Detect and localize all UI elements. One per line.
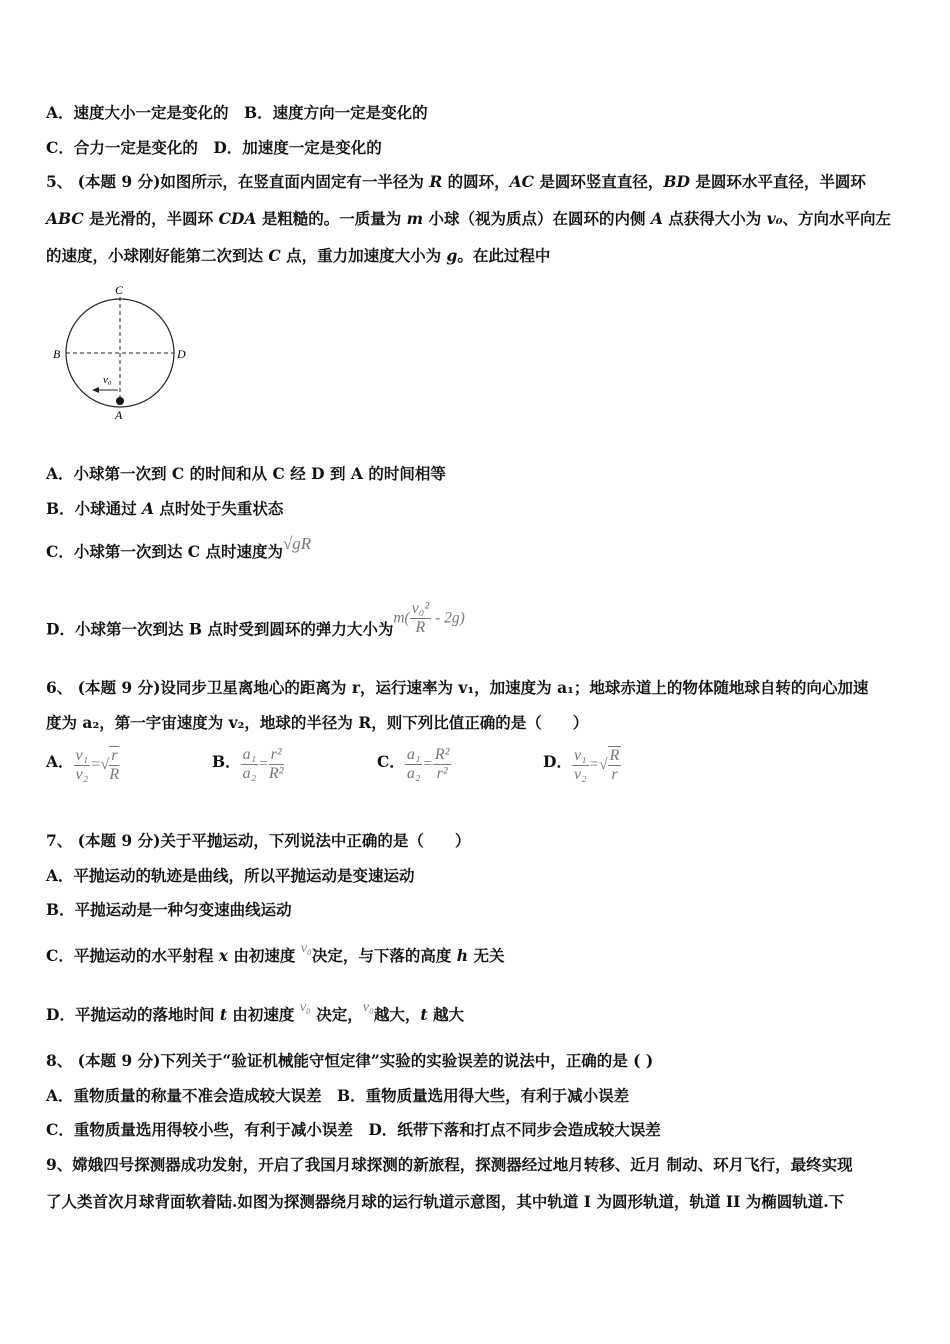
q4-options-line2: C．合力一定是变化的 D．加速度一定是变化的 <box>46 138 382 157</box>
q7-option-b: B．平抛运动是一种匀变速曲线运动 <box>46 900 292 919</box>
q6-stem-line1: 6、 (本题 9 分)设同步卫星离地心的距离为 r，运行速率为 v₁，加速度为 a₁；地球赤道上的物体随地球自转的向心加速 <box>46 678 869 697</box>
v0-squared-over-R: $\frac{\text{v₀²}}{R}$ <box>411 600 430 636</box>
q6-stem-line2: 度为 a₂，第一宇宙速度为 v₂，地球的半径为 R，则下列比值正确的是（ ） <box>46 713 589 732</box>
q5-option-a: A．小球第一次到 C 的时间和从 C 经 D 到 A 的时间相等 <box>46 464 446 483</box>
q9-stem-line1: 9、嫦娥四号探测器成功发射，开启了我国月球探测的新旅程，探测器经过地月转移、近月 制动、环月飞行，最终实现 <box>46 1155 853 1174</box>
label-D: D <box>177 347 186 361</box>
q5-stem-line3: 的速度，小球刚好能第二次到达 C 点，重力加速度大小为 g。在此过程中 <box>46 246 551 265</box>
q6-option-b: B． $\frac{\text{a₁}}{\text{a₂}}$ = $\frac{\text{r²}}{\text{R²}}$ <box>212 746 284 782</box>
q7-stem: 7、 (本题 9 分)关于平抛运动，下列说法中正确的是（ ） <box>46 831 471 850</box>
q8-stem: 8、 (本题 9 分)下列关于“验证机械能守恒定律”实验的实验误差的说法中，正确的是 ( ) <box>46 1051 654 1070</box>
velocity-arrowhead <box>92 387 99 393</box>
q6-option-d: D． $\frac{\text{v₁}}{\text{v₂}}$ =√ $\frac{R}{r}$ <box>543 746 620 783</box>
q7-option-d: D．平抛运动的落地时间 t 由初速度 v₀ 决定，v₀越大，t 越大 <box>46 1000 464 1024</box>
q8-options-line2: C．重物质量选用得较小些，有利于减小误差 D．纸带下落和打点不同步会造成较大误差 <box>46 1120 661 1139</box>
label-C: C <box>115 283 124 297</box>
label-A: A <box>115 408 123 422</box>
q5-option-b: B．小球通过 A 点时处于失重状态 <box>46 499 284 518</box>
q9-stem-line2: 了人类首次月球背面软着陆.如图为探测器绕月球的运行轨道示意图，其中轨道 I 为圆形轨道，轨道 II 为椭圆轨道.下 <box>46 1192 845 1211</box>
q6-option-c: C． $\frac{\text{a₁}}{\text{a₂}}$ = $\frac{\text{R²}}{\text{r²}}$ <box>377 746 450 782</box>
q4-options-line1: A．速度大小一定是变化的 B．速度方向一定是变化的 <box>46 103 428 122</box>
q5-stem-line1: 5、 (本题 9 分)如图所示，在竖直面内固定有一半径为 R 的圆环，AC 是圆环竖直直径，BD 是圆环水平直径，半圆环 <box>46 172 866 191</box>
q5-circle-figure <box>48 280 198 425</box>
q5-option-c: C．小球第一次到达 C 点时速度为√gR <box>46 534 312 561</box>
q7-option-c: C．平抛运动的水平射程 x 由初速度 v₀决定，与下落的高度 h 无关 <box>46 941 505 965</box>
q5-option-d: D．小球第一次到达 B 点时受到圆环的弹力大小为m( $\frac{\text{v₀²}}{R}$ - 2g) <box>46 600 465 639</box>
q5-stem-line2: ABC 是光滑的，半圆环 CDA 是粗糙的。一质量为 m 小球（视为质点）在圆环的内侧 A 点获得大小为 v₀、方向水平向左 <box>46 209 892 228</box>
ball <box>116 397 124 405</box>
label-B: B <box>53 347 61 361</box>
label-v0: v₀ <box>103 374 112 386</box>
q6-option-a: A． $\frac{\text{v₁}}{\text{v₂}}$ =√ $\frac{r}{R}$ <box>46 746 120 783</box>
q7-option-a: A．平抛运动的轨迹是曲线，所以平抛运动是变速运动 <box>46 866 415 885</box>
sqrt-gR-expression: √gR <box>282 534 312 553</box>
q8-options-line1: A．重物质量的称量不准会造成较大误差 B．重物质量选用得大些，有利于减小误差 <box>46 1086 630 1105</box>
